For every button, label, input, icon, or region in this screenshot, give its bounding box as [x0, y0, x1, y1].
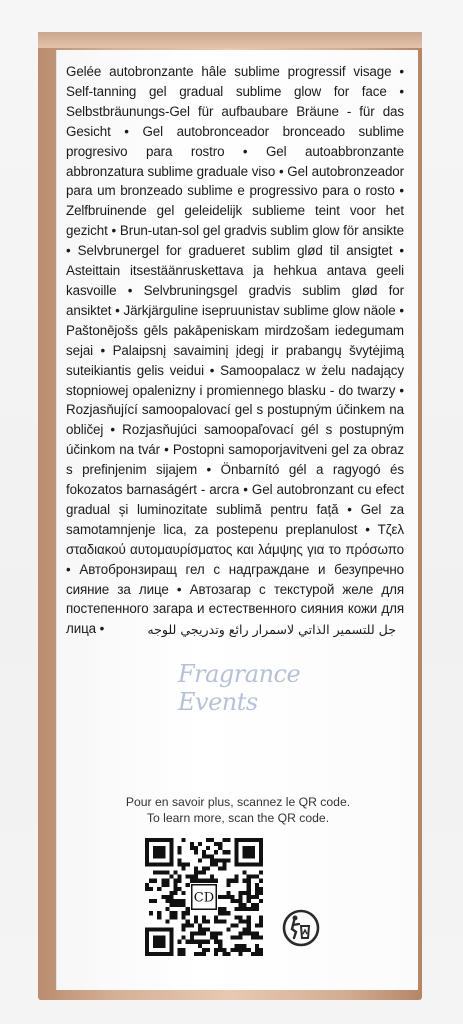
- watermark-logo: Fragrance Events: [178, 660, 301, 716]
- qr-code-icon[interactable]: [145, 838, 263, 956]
- triman-recycle-icon: [281, 908, 321, 948]
- box-top-edge: [38, 32, 422, 48]
- arabic-description: جل للتسمير الذاتي لاسمرار رائع وتدريجي للوجه: [147, 622, 396, 637]
- qr-logo-text: CD: [193, 890, 215, 906]
- product-description: Gelée autobronzante hâle sublime progressif visage • Self-tanning gel gradual sublime glow for face • Selbstbräunungs-Gel für aufbaubare Bräune - für das Gesicht • Gel autobronceador bronceado sublime progresivo para rostro • Gel autoabbronzante abbronzatura sublime graduale viso • Gel autobronzeador para um bronzeado sublime e progressivo para o rosto • Zelfbruinende gel geleidelijk sublieme teint voor het gezicht • Brun-utan-sol gel gradvis sublim glow för ansikte • Selvbrunergel for gradueret sublim glød til ansigtet • Asteittain itsestäänruskettava ja hehkua antava geeli kasvoille • Selvbruningsgel gradvis sublim glød for ansiktet • Järkjärguline isepruunistav sublime glow näole • Paštonējošs gēls pakāpeniskam mirdzošam iedegumam sejai • Palaipsnį savaiminį įdegį ir prabangų švytėjimą suteikiantis gelis veidui • Samoopalacz w żelu nadający stopniowej opalenizny i promiennego blasku - do twarzy • Rozjasňující samoopalovací gel s postupným účinkem na obličej • Rozjasňujúci samoopaľovací gél s postupným účinkom na tvár • Postopni samoporjavitveni gel za obraz s prefinjenim sijajem • Önbarnító gél a ragyogó és fokozatos barnaságért - arcra • Gel autobronzant cu efect gradual și luminozitate sublimă pentru față • Gel za samotamnjenje lica, za postepenu preplanulost • Τζελ σταδιακού αυτομαυρίσματος και λάμψης για το πρόσωπο • Автобронзиращ гел с надграждане и безупречно сияние за лице • Автозагар с текстурой желе для постепенного загара и естественного сияния кожи для лица •: [66, 64, 404, 637]
- qr-instruction-fr: Pour en savoir plus, scannez le QR code.: [125, 795, 351, 809]
- qr-instruction-en: To learn more, scan the QR code.: [146, 811, 330, 825]
